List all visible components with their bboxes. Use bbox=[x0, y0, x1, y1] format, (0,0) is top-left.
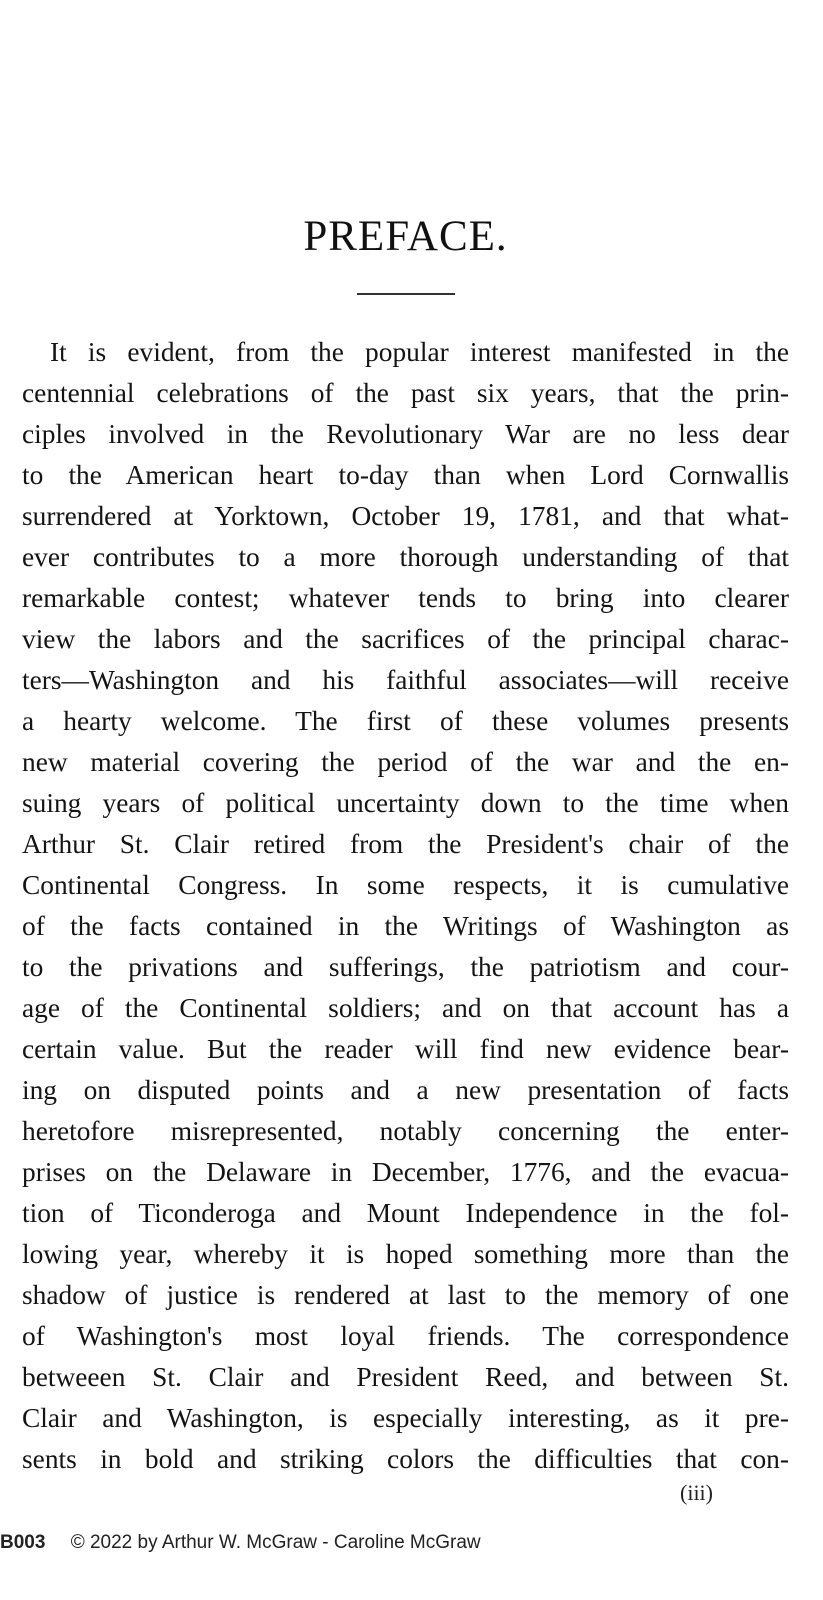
text-line: ing on disputed points and a new presentation of facts bbox=[22, 1075, 789, 1105]
text-line: Continental Congress. In some respects, it is cumulative bbox=[22, 870, 789, 900]
text-line: age of the Continental soldiers; and on that account has a bbox=[22, 993, 789, 1023]
text-line: ever contributes to a more thorough understanding of that bbox=[22, 542, 789, 572]
text-line: shadow of justice is rendered at last to the memory of one bbox=[22, 1280, 789, 1310]
text-line: It is evident, from the popular interest manifested in the bbox=[50, 337, 789, 367]
text-line: to the American heart to-day than when Lord Cornwallis bbox=[22, 460, 789, 490]
text-line: of Washington's most loyal friends. The correspondence bbox=[22, 1321, 789, 1351]
text-line: certain value. But the reader will find new evidence bear- bbox=[22, 1034, 789, 1064]
text-line: suing years of political uncertainty down to the time when bbox=[22, 788, 789, 818]
text-line: view the labors and the sacrifices of the principal charac- bbox=[22, 624, 789, 654]
text-line: tion of Ticonderoga and Mount Independence in the fol- bbox=[22, 1198, 789, 1228]
text-line: centennial celebrations of the past six years, that the prin- bbox=[22, 378, 789, 408]
text-line: surrendered at Yorktown, October 19, 1781, and that what- bbox=[22, 501, 789, 531]
text-line: sents in bold and striking colors the difficulties that con- bbox=[22, 1444, 789, 1474]
text-line: a hearty welcome. The first of these volumes presents bbox=[22, 706, 789, 736]
text-line: of the facts contained in the Writings of Washington as bbox=[22, 911, 789, 941]
text-line: betweeen St. Clair and President Reed, and between St. bbox=[22, 1362, 789, 1392]
text-line: prises on the Delaware in December, 1776, and the evacua- bbox=[22, 1157, 789, 1187]
text-line: to the privations and sufferings, the patriotism and cour- bbox=[22, 952, 789, 982]
text-line: Clair and Washington, is especially interesting, as it pre- bbox=[22, 1403, 789, 1433]
text-line: new material covering the period of the war and the en- bbox=[22, 747, 789, 777]
text-line: ciples involved in the Revolutionary War are no less dear bbox=[22, 419, 789, 449]
page-number: (iii) bbox=[680, 1480, 713, 1505]
text-line: Arthur St. Clair retired from the President's chair of the bbox=[22, 829, 789, 859]
page-title: PREFACE. bbox=[303, 213, 508, 260]
preface-body bbox=[22, 332, 789, 1480]
text-line: remarkable contest; whatever tends to bring into clearer bbox=[22, 583, 789, 613]
copyright-footer bbox=[0, 1532, 481, 1554]
document-code: B003 bbox=[0, 1532, 46, 1553]
title-divider bbox=[357, 293, 455, 295]
text-line: ters—Washington and his faithful associates—will receive bbox=[22, 665, 789, 695]
copyright-text: © 2022 by Arthur W. McGraw - Caroline McGraw bbox=[70, 1532, 481, 1553]
text-line: lowing year, whereby it is hoped something more than the bbox=[22, 1239, 789, 1269]
text-line: heretofore misrepresented, notably concerning the enter- bbox=[22, 1116, 789, 1146]
